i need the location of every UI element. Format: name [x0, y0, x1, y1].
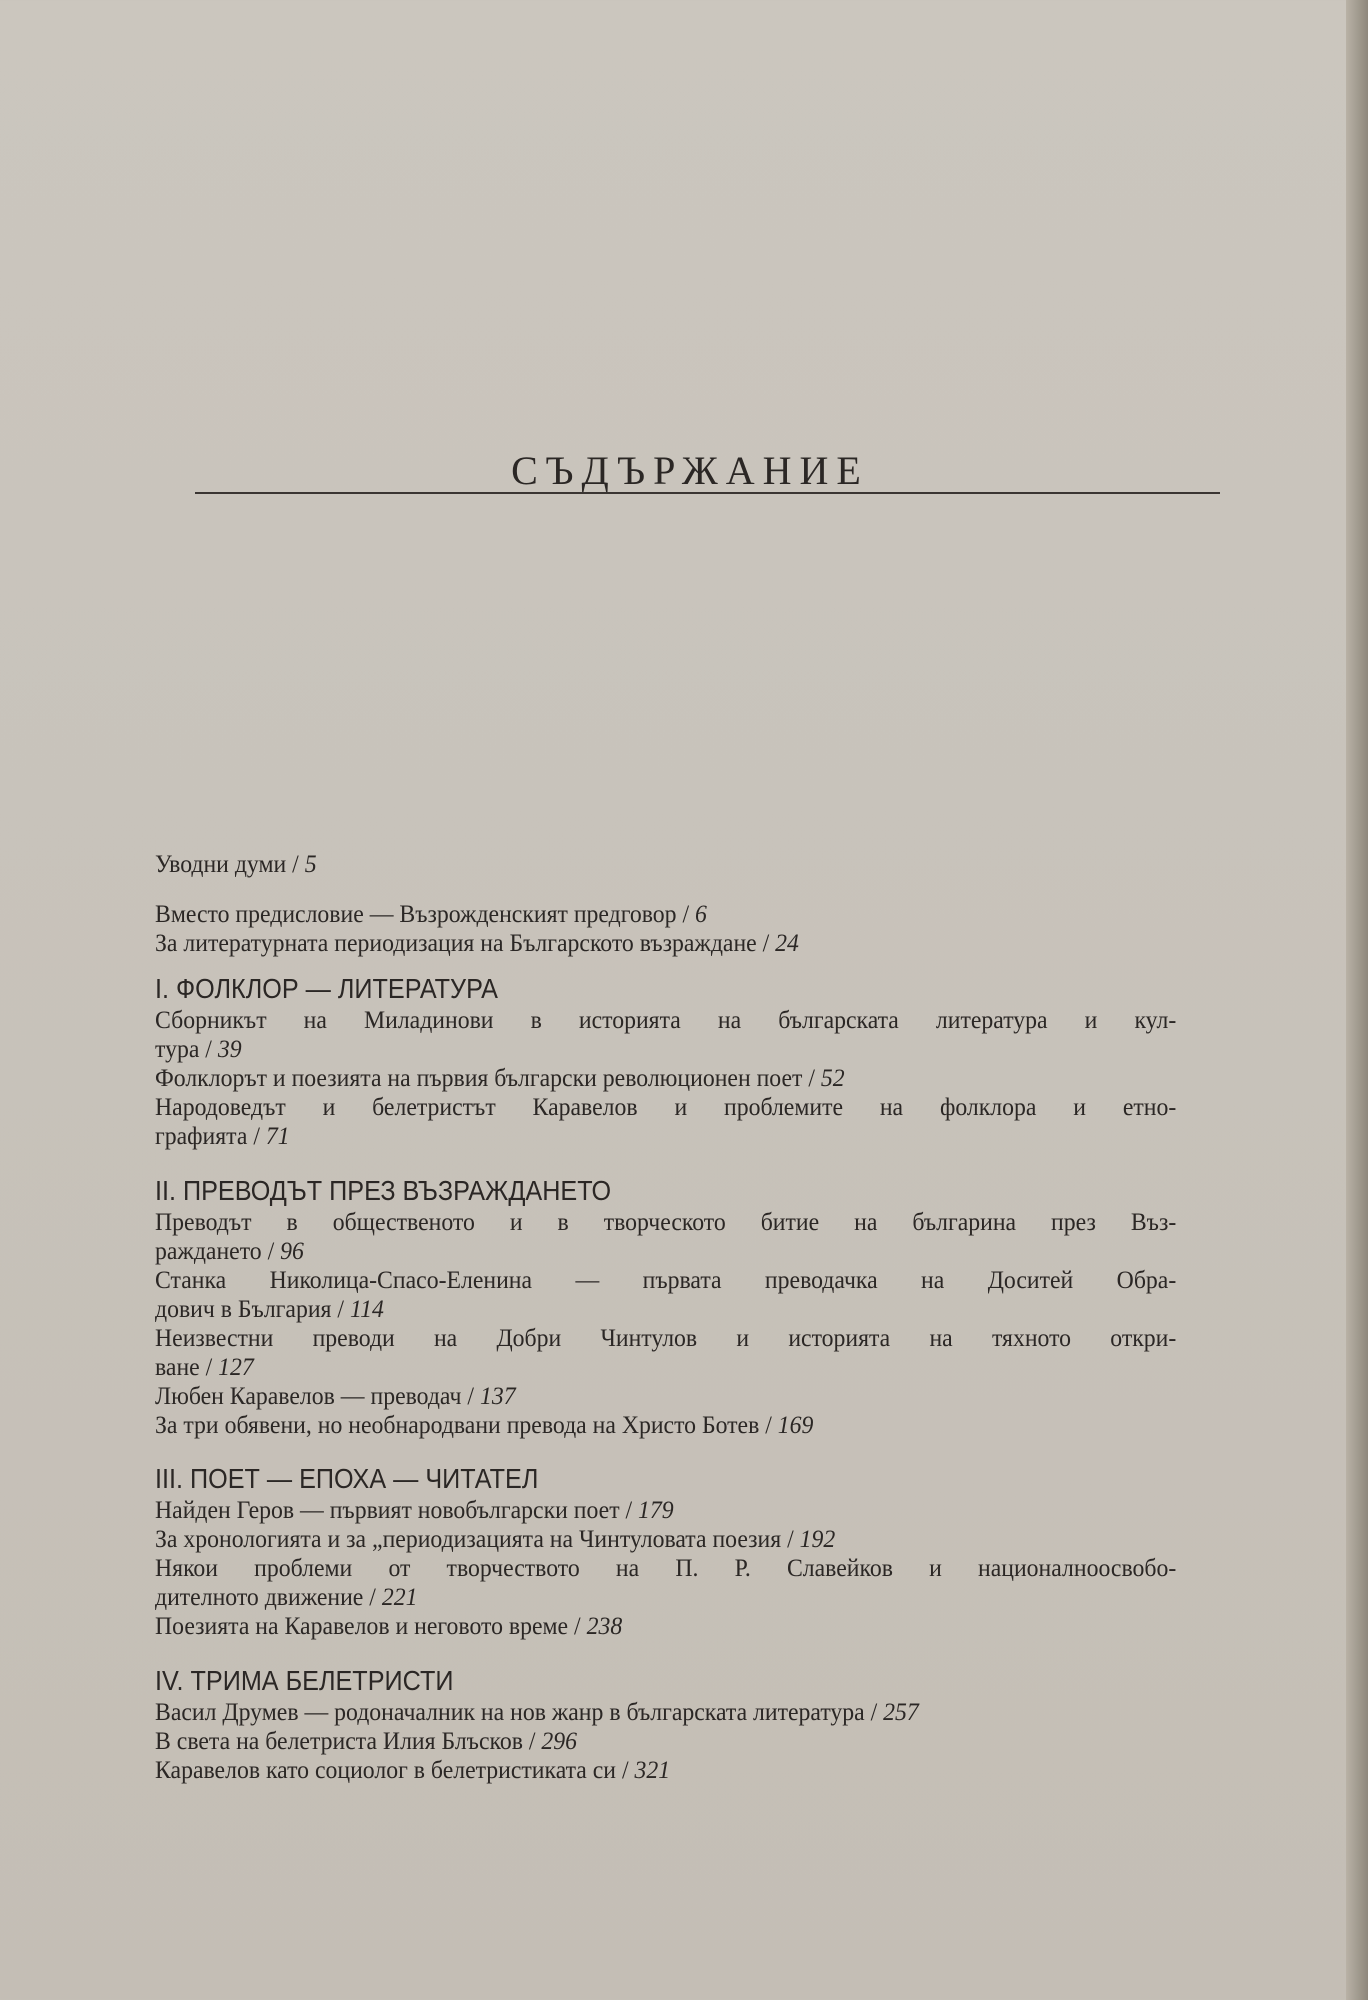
- section-heading: III. ПОЕТ — ЕПОХА — ЧИТАТЕЛ: [155, 1463, 539, 1494]
- toc-section-4: [155, 1664, 1230, 1785]
- toc-intro: [155, 900, 1230, 958]
- toc-entry-line: За литературната периодизация на Българското възраждане / 24: [155, 930, 799, 957]
- toc-entry-text: В света на белетриста Илия Блъсков: [155, 1728, 523, 1755]
- section-heading: IV. ТРИМА БЕЛЕТРИСТИ: [155, 1665, 454, 1696]
- toc-entry-line: В света на белетриста Илия Блъсков / 296: [155, 1728, 578, 1755]
- toc-entry-line: графията / 71: [155, 1123, 290, 1150]
- page-number: 114: [349, 1296, 384, 1323]
- toc-entry-line: Поезията на Каравелов и неговото време / 238: [155, 1613, 623, 1640]
- page-number: 5: [304, 851, 317, 878]
- toc-entry[interactable]: [155, 929, 1230, 958]
- toc-entry-line: Уводни думи / 5: [155, 851, 317, 878]
- toc-entry-text: Станка Николица-Спасо-Еленина — първата преводачка на Доситей Обра-: [155, 1267, 1177, 1294]
- toc-entry-text: Найден Геров — първият новобългарски поет: [155, 1497, 620, 1524]
- toc-entry-line: раждането / 96: [155, 1238, 304, 1265]
- toc-entry-line: [155, 1093, 1176, 1122]
- toc-entry-text: Фолклорът и поезията на първия български революционен поет: [155, 1065, 803, 1092]
- toc-entry-text: За три обявени, но необнародвани превода на Христо Ботев: [155, 1412, 760, 1439]
- toc-entry-line: [155, 1208, 1176, 1237]
- toc-entry-text: Народоведът и белетристът Каравелов и проблемите на фолклора и етно-: [155, 1094, 1177, 1121]
- page-number: 127: [218, 1354, 254, 1381]
- toc-entry[interactable]: [155, 1554, 1230, 1612]
- toc-entry[interactable]: [155, 1006, 1230, 1064]
- toc-entry-line: дович в България / 114: [155, 1296, 384, 1323]
- page-number: 221: [381, 1584, 418, 1611]
- toc-entry-text: Неизвестни преводи на Добри Чинтулов и историята на тяхното откри-: [155, 1325, 1177, 1352]
- toc-entry-line: дителното движение / 221: [155, 1584, 418, 1611]
- toc-entry-text: Преводът в общественото и в творческото битие на българина през Въз-: [155, 1209, 1177, 1236]
- toc-entry[interactable]: [155, 1324, 1230, 1382]
- toc-entry-line: За хронологията и за „периодизацията на Чинтуловата поезия / 192: [155, 1526, 836, 1553]
- toc-entry-line: Вместо предисловие — Възрожденският предговор / 6: [155, 901, 707, 928]
- page-number: 192: [799, 1526, 836, 1553]
- toc-section-2: [155, 1174, 1230, 1440]
- toc-entry-line: [155, 1006, 1176, 1035]
- toc-entry-line: Каравелов като социолог в белетристиката си / 321: [155, 1757, 671, 1784]
- toc-intro-first: [155, 850, 1230, 879]
- page-number: 321: [634, 1757, 671, 1784]
- toc-entry[interactable]: [155, 1525, 1230, 1554]
- toc-entry-line: [155, 1554, 1176, 1583]
- book-page-edge: [1346, 0, 1368, 2000]
- toc-entry[interactable]: [155, 1698, 1230, 1727]
- page-number: 71: [265, 1123, 290, 1150]
- toc-section-3: [155, 1462, 1230, 1641]
- toc-entry-text: ване: [155, 1354, 200, 1381]
- page-number: 24: [775, 930, 799, 957]
- toc-entry[interactable]: [155, 1411, 1230, 1440]
- toc-entry[interactable]: [155, 1266, 1230, 1324]
- toc-entry[interactable]: [155, 1093, 1230, 1151]
- toc-entry-text: Уводни думи: [155, 851, 287, 878]
- toc-entry-text: За литературната периодизация на Българското възраждане: [155, 930, 757, 957]
- toc-entry[interactable]: [155, 1382, 1230, 1411]
- toc-entry-line: Найден Геров — първият новобългарски поет / 179: [155, 1497, 674, 1524]
- title-rule: [195, 492, 1220, 494]
- toc-entry[interactable]: [155, 1208, 1230, 1266]
- toc-entry[interactable]: [155, 850, 1230, 879]
- page-number: 137: [479, 1383, 516, 1410]
- page-number: 39: [217, 1036, 242, 1063]
- toc-entry[interactable]: [155, 1496, 1230, 1525]
- page-number: 238: [586, 1613, 623, 1640]
- section-heading: II. ПРЕВОДЪТ ПРЕЗ ВЪЗРАЖДАНЕТО: [155, 1175, 612, 1206]
- toc-entry-line: [155, 1266, 1176, 1295]
- toc-entry[interactable]: [155, 1612, 1230, 1641]
- toc-entry-line: ване / 127: [155, 1354, 254, 1381]
- toc-entry-text: тура: [155, 1036, 200, 1063]
- toc-entry[interactable]: [155, 1064, 1230, 1093]
- toc-entry-text: Поезията на Каравелов и неговото време: [155, 1613, 569, 1640]
- toc-entry-text: Някои проблеми от творчеството на П. Р. Славейков и националноосвобо-: [155, 1555, 1177, 1582]
- page-number: 6: [695, 901, 707, 928]
- toc-entry-text: раждането: [155, 1238, 262, 1265]
- toc-entry-line: [155, 1324, 1176, 1353]
- toc-entry-text: дителното движение: [155, 1584, 364, 1611]
- toc-entry-line: Фолклорът и поезията на първия български революционен поет / 52: [155, 1065, 845, 1092]
- page-number: 179: [638, 1497, 674, 1524]
- toc-entry-text: Каравелов като социолог в белетристиката си: [155, 1757, 617, 1784]
- toc-entry-line: тура / 39: [155, 1036, 242, 1063]
- page-title: СЪДЪРЖАНИЕ: [511, 447, 869, 493]
- page-number: 52: [820, 1065, 845, 1092]
- toc-entry-line: За три обявени, но необнародвани превода на Христо Ботев / 169: [155, 1412, 814, 1439]
- section-heading: I. ФОЛКЛОР — ЛИТЕРАТУРА: [155, 973, 498, 1004]
- toc-entry-text: Сборникът на Миладинови в историята на българската литература и кул-: [155, 1007, 1177, 1034]
- page-number: 169: [777, 1412, 814, 1439]
- toc-entry[interactable]: [155, 1727, 1230, 1756]
- toc-entry-line: Васил Друмев — родоначалник на нов жанр в българската литература / 257: [155, 1699, 919, 1726]
- toc-entry[interactable]: [155, 900, 1230, 929]
- toc-entry-line: Любен Каравелов — преводач / 137: [155, 1383, 516, 1410]
- toc-entry-text: дович в България: [155, 1296, 332, 1323]
- toc-entry-text: За хронологията и за „периодизацията на Чинтуловата поезия: [155, 1526, 782, 1553]
- page-number: 296: [541, 1728, 578, 1755]
- toc-entry-text: Вместо предисловие — Възрожденският предговор: [155, 901, 677, 928]
- page-number: 96: [280, 1238, 304, 1265]
- toc-entry-text: Любен Каравелов — преводач: [155, 1383, 462, 1410]
- toc-entry[interactable]: [155, 1756, 1230, 1785]
- toc-entry-text: Васил Друмев — родоначалник на нов жанр в българската литература: [155, 1699, 865, 1726]
- toc-section-1: [155, 972, 1230, 1151]
- page-number: 257: [883, 1699, 919, 1726]
- toc-entry-text: графията: [155, 1123, 248, 1150]
